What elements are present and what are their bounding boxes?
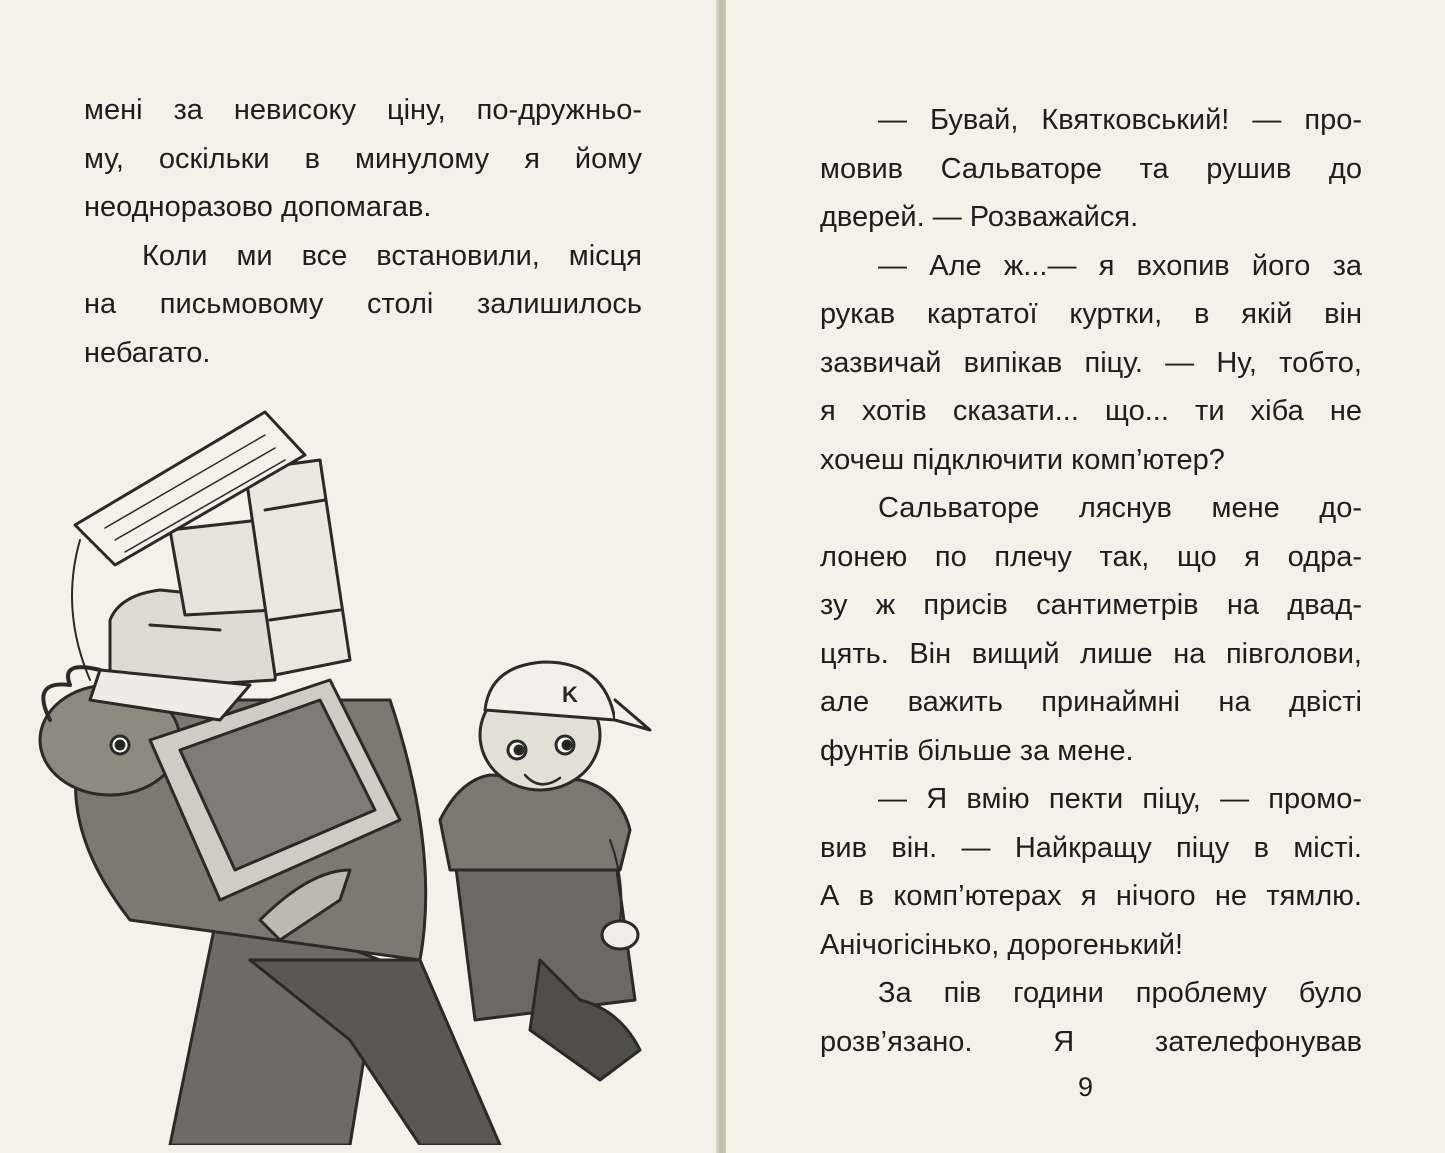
cap-letter: K bbox=[562, 682, 578, 707]
text-line: лонею по плечу так, що я одра- bbox=[820, 540, 1362, 573]
text-line: я хотів сказати... що... ти хіба не bbox=[820, 395, 1362, 427]
text-line: на письмовому столі залишилось bbox=[84, 288, 642, 320]
text-line: Анічогісінько, дорогенький! bbox=[820, 928, 1184, 961]
text-line: — Але ж...— я вхопив його за bbox=[878, 249, 1362, 282]
text-line: але важить принаймні на двісті bbox=[820, 686, 1362, 718]
right-page-text bbox=[820, 96, 1362, 1066]
text-line: вив він. — Найкращу піцу в місті. bbox=[820, 831, 1362, 864]
text-line: — Я вмію пекти піцу, — промо- bbox=[878, 783, 1362, 815]
text-line: Сальваторе ляснув мене до- bbox=[878, 492, 1362, 524]
text-line: За пів години проблему було bbox=[878, 977, 1362, 1009]
text-line: му, оскільки в минулому я йому bbox=[84, 142, 642, 175]
page-number: 9 bbox=[1078, 1072, 1094, 1102]
text-line: цять. Він вищий лише на півголови, bbox=[820, 637, 1362, 670]
text-line: неодноразово допомагав. bbox=[84, 191, 432, 223]
text-line: зазвичай випікав піцу. — Ну, тобто, bbox=[820, 346, 1362, 379]
text-line: дверей. — Розважайся. bbox=[820, 201, 1139, 233]
text-line: розв’язано. Я зателефонував bbox=[820, 1025, 1362, 1058]
text-line: мені за невисоку ціну, по-дружньо- bbox=[84, 94, 642, 126]
text-line: фунтів більше за мене. bbox=[820, 734, 1134, 767]
text-line: Коли ми все встановили, місця bbox=[142, 239, 642, 272]
text-line: небагато. bbox=[84, 336, 211, 369]
text-line: рукав картатої куртки, в якій він bbox=[820, 298, 1362, 330]
left-page bbox=[0, 0, 719, 1153]
text-line: А в комп’ютерах я нічого не тямлю. bbox=[820, 880, 1362, 912]
left-page-text bbox=[84, 86, 642, 377]
text-line: хочеш підключити комп’ютер? bbox=[820, 443, 1225, 476]
right-page bbox=[726, 0, 1445, 1153]
illustration-men-carrying-computer bbox=[20, 400, 700, 1145]
text-line: зу ж присів сантиметрів на двад- bbox=[820, 589, 1362, 621]
text-line: — Бувай, Квятковський! — про- bbox=[878, 104, 1362, 136]
text-line: мовив Сальваторе та рушив до bbox=[820, 152, 1362, 185]
